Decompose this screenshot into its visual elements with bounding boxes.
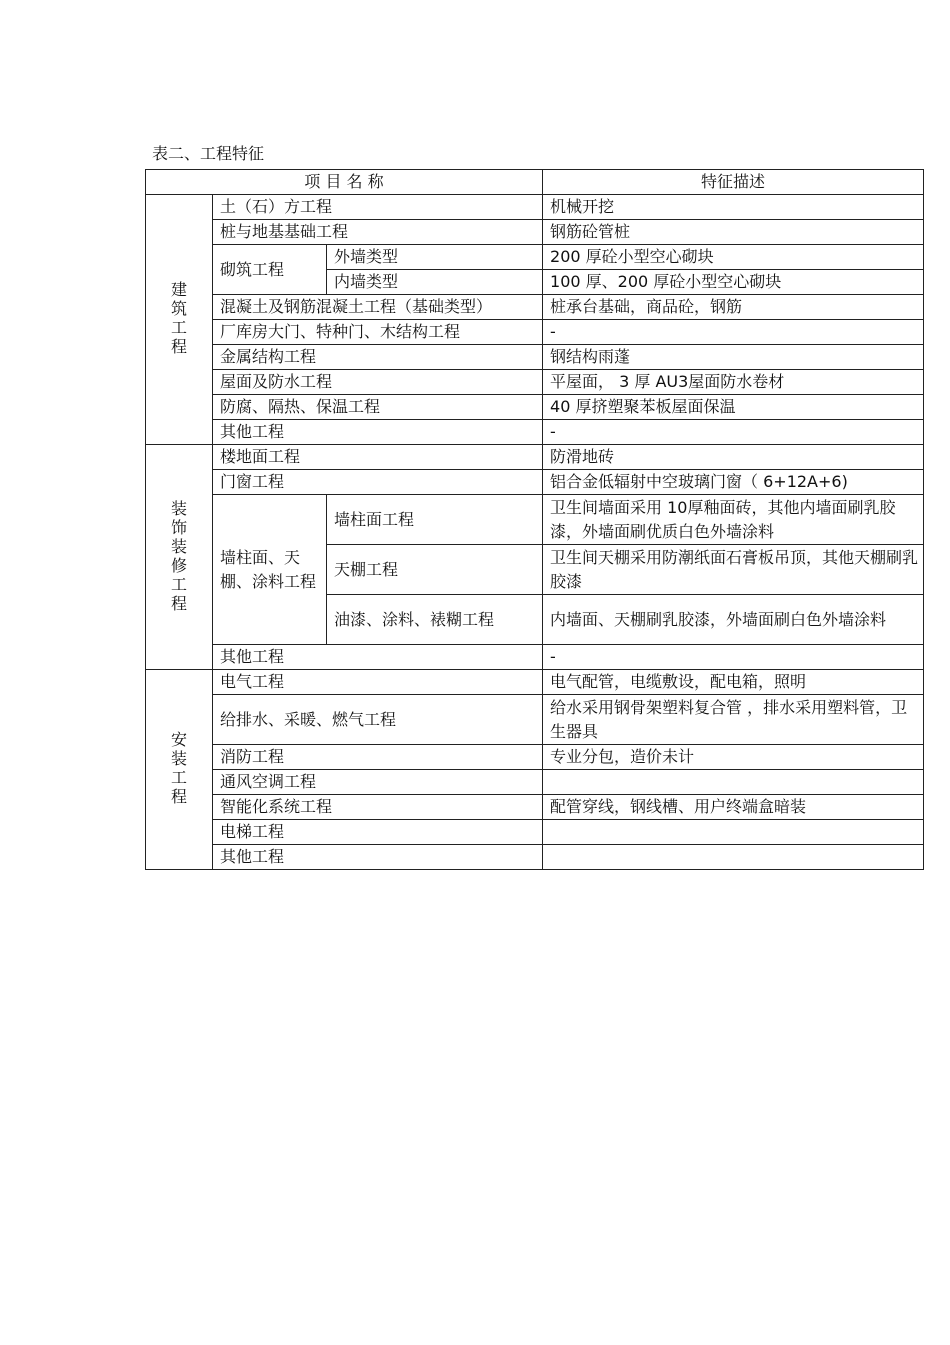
item-name: 混凝土及钢筋混凝土工程（基础类型） xyxy=(213,295,543,320)
item-desc: 机械开挖 xyxy=(543,195,924,220)
table-row xyxy=(146,445,924,470)
item-name: 内墙类型 xyxy=(327,270,543,295)
item-name: 楼地面工程 xyxy=(213,445,543,470)
table-title: 表二、工程特征 xyxy=(152,144,265,163)
table-row xyxy=(146,670,924,695)
table-row xyxy=(146,220,924,245)
item-name: 电梯工程 xyxy=(213,820,543,845)
table-row xyxy=(146,245,924,270)
table-row xyxy=(146,195,924,220)
item-name: 其他工程 xyxy=(213,645,543,670)
item-desc: - xyxy=(543,420,924,445)
item-name: 金属结构工程 xyxy=(213,345,543,370)
item-desc: 专业分包，造价未计 xyxy=(543,745,924,770)
item-name: 墙柱面工程 xyxy=(327,495,543,545)
header-desc: 特征描述 xyxy=(543,170,924,195)
item-desc xyxy=(543,820,924,845)
item-desc: 钢结构雨蓬 xyxy=(543,345,924,370)
table-row xyxy=(146,320,924,345)
table-row xyxy=(146,820,924,845)
item-desc: 钢筋砼管桩 xyxy=(543,220,924,245)
item-group-name: 砌筑工程 xyxy=(213,245,327,295)
item-desc: 桩承台基础，商品砼，钢筋 xyxy=(543,295,924,320)
item-name: 外墙类型 xyxy=(327,245,543,270)
table-row xyxy=(146,495,924,545)
item-desc: 200 厚砼小型空心砌块 xyxy=(543,245,924,270)
engineering-features-table xyxy=(145,169,924,870)
table-row xyxy=(146,645,924,670)
table-row xyxy=(146,845,924,870)
category-installation xyxy=(146,670,213,870)
item-name: 屋面及防水工程 xyxy=(213,370,543,395)
category-decoration xyxy=(146,445,213,670)
table-row xyxy=(146,295,924,320)
item-name: 其他工程 xyxy=(213,420,543,445)
table-row xyxy=(146,770,924,795)
item-desc: 40 厚挤塑聚苯板屋面保温 xyxy=(543,395,924,420)
table-header-row xyxy=(146,170,924,195)
item-name: 天棚工程 xyxy=(327,545,543,595)
item-name: 土（石）方工程 xyxy=(213,195,543,220)
table-row xyxy=(146,395,924,420)
table-row xyxy=(146,345,924,370)
item-desc: - xyxy=(543,645,924,670)
category-label: 建筑工程 xyxy=(170,280,187,356)
table-row xyxy=(146,370,924,395)
item-desc: - xyxy=(543,320,924,345)
item-name: 电气工程 xyxy=(213,670,543,695)
item-desc: 电气配管，电缆敷设，配电箱，照明 xyxy=(543,670,924,695)
item-desc: 内墙面、天棚刷乳胶漆，外墙面刷白色外墙涂料 xyxy=(543,595,924,645)
header-name: 项 目 名 称 xyxy=(146,170,543,195)
item-desc xyxy=(543,770,924,795)
item-desc: 铝合金低辐射中空玻璃门窗（ 6+12A+6) xyxy=(543,470,924,495)
table-row xyxy=(146,420,924,445)
table-row xyxy=(146,795,924,820)
item-desc: 配管穿线，钢线槽、用户终端盒暗装 xyxy=(543,795,924,820)
table-row xyxy=(146,695,924,745)
item-desc xyxy=(543,845,924,870)
item-name: 通风空调工程 xyxy=(213,770,543,795)
item-name: 桩与地基基础工程 xyxy=(213,220,543,245)
item-name: 防腐、隔热、保温工程 xyxy=(213,395,543,420)
item-desc: 给水采用钢骨架塑料复合管 ，排水采用塑料管，卫生器具 xyxy=(543,695,924,745)
item-name: 给排水、采暖、燃气工程 xyxy=(213,695,543,745)
category-label: 装饰装修工程 xyxy=(170,498,187,613)
item-desc: 卫生间天棚采用防潮纸面石膏板吊顶，其他天棚刷乳胶漆 xyxy=(543,545,924,595)
item-desc: 防滑地砖 xyxy=(543,445,924,470)
item-group-name: 墙柱面、天棚、涂料工程 xyxy=(213,495,327,645)
item-name: 其他工程 xyxy=(213,845,543,870)
table-row xyxy=(146,745,924,770)
item-name: 油漆、涂料、裱糊工程 xyxy=(327,595,543,645)
category-building xyxy=(146,195,213,445)
item-desc: 平屋面， 3 厚 AU3屋面防水卷材 xyxy=(543,370,924,395)
item-name: 厂库房大门、特种门、木结构工程 xyxy=(213,320,543,345)
item-desc: 卫生间墙面采用 10厚釉面砖，其他内墙面刷乳胶漆，外墙面刷优质白色外墙涂料 xyxy=(543,495,924,545)
item-name: 门窗工程 xyxy=(213,470,543,495)
category-label: 安装工程 xyxy=(170,730,187,806)
item-name: 智能化系统工程 xyxy=(213,795,543,820)
item-desc: 100 厚、200 厚砼小型空心砌块 xyxy=(543,270,924,295)
item-name: 消防工程 xyxy=(213,745,543,770)
table-row xyxy=(146,470,924,495)
